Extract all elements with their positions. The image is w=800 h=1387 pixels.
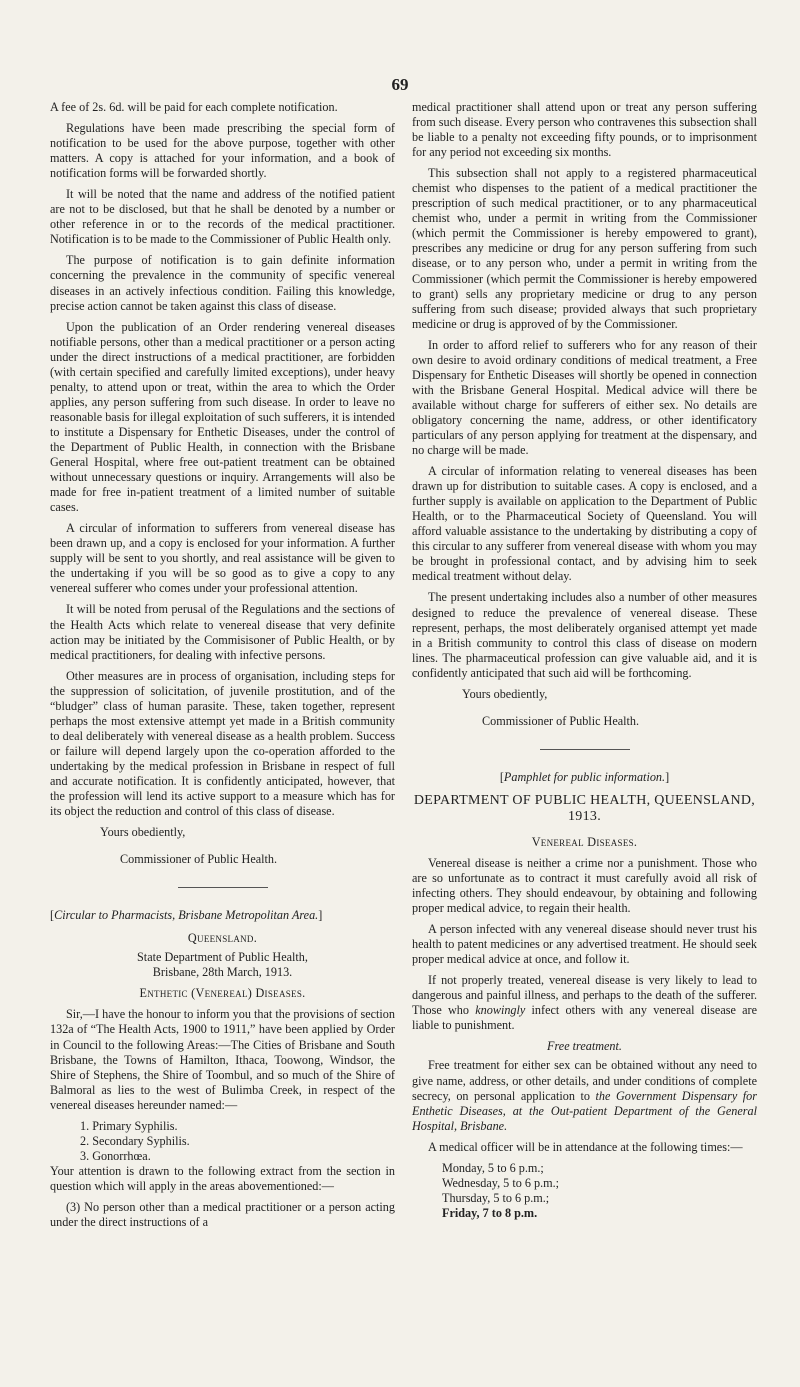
left-paragraph-3: It will be noted that the name and address of the notified patient are not to be disclosed, but that he shall be denoted by a number or other reference in or to the records of the medical practitioner. Notification is to be made to the Commissioner of Public Health only.: [50, 187, 395, 247]
attendance-time: Monday, 5 to 6 p.m.;: [442, 1160, 544, 1175]
attendance-time: Wednesday, 5 to 6 p.m.;: [442, 1175, 560, 1190]
left-paragraph-8: Other measures are in process of organisation, including steps for the suppression of solicitation, of juvenile prostitution, and of the “bludger” class of human parasite. These, taken together, represent perhaps the most extensive attempt yet made in a British community to deal deliberately with venereal disease as a health problem. Success or failure will depend largely upon the co-operation afforded to the undertaking by the medical profession in Brisbane in respect of full and accurate notification. It is confidently anticipated, however, that the profession will lend its active support to a measure which has for its object the reduction and control of this class of disease.: [50, 668, 395, 819]
right-paragraph-4: A circular of information relating to venereal diseases has been drawn up for distribution to suitable cases. A copy is enclosed, and a further supply is available on application to the Department of Public Health, or to the Pharmaceutical Society of Queensland. You will afford valuable assistance to the undertaking by distributing a copy of this circular to any sufferer from venereal disease with whom you may be brought in professional contact, and by advising him to seek medical treatment without delay.: [412, 464, 757, 584]
attendance-time: Thursday, 5 to 6 p.m.;: [442, 1190, 550, 1205]
right-column: [412, 100, 757, 1221]
caption-open-bracket: [: [499, 769, 504, 784]
caption-open-bracket: [: [50, 908, 55, 923]
free-treatment-heading: Free treatment.: [547, 1039, 622, 1054]
right-paragraph-10: A medical officer will be in attendance at the following times:—: [428, 1139, 743, 1154]
right-yours-obediently: Yours obediently,: [462, 686, 548, 701]
attention-paragraph: Your attention is drawn to the following extract from the section in question which will apply in the areas abovementioned:—: [50, 1163, 395, 1193]
page-number: 69: [391, 75, 409, 94]
left-paragraph-5: Upon the publication of an Order rendering venereal diseases notifiable persons, other than a medical practitioner or a person acting under the direct instructions of a medical practitioner, are forbidden (with certain specified and carefully limited exceptions), under heavy penalty, to attend upon or treat, within the area to which the Order applies, any person suffering from such disease. In order to leave no reasonable basis for illegal exploitation of such sufferers, it is intended to institute a Dispensary for Enthetic Diseases, under the control of the Department of Public Health, in connection with the Brisbane General Hospital, where free out-patient treatment can be obtained without unnecessary questions or inquiry. Arrangements will also be made for free in-patient treatment of a limited number of suitable cases.: [50, 319, 395, 515]
state-heading: Queensland.: [187, 931, 258, 946]
right-paragraph-9: [412, 1058, 757, 1133]
right-paragraph-1: medical practitioner shall attend upon or treat any person suffering from such disease. Every person who contravenes this subsection shall be liable to a penalty not exceeding fifty pounds, or to imprisonment for any period not exceeding six months.: [412, 100, 757, 160]
left-signature-title: Commissioner of Public Health.: [120, 852, 278, 867]
pamphlet-caption: [412, 770, 757, 785]
right-signature-title: Commissioner of Public Health.: [482, 713, 640, 728]
right-paragraph-6: Venereal disease is neither a crime nor a punishment. Those who are so unfortunate as to contract it must carefully avoid all risk of infecting others. They should endeavour, by obtaining and following proper medical advice, to regain their health.: [412, 855, 757, 916]
p8-text-a: If not properly treated, venereal disease is very likely to lead to dangerous and painful illness, and perhaps to the death of the sufferer. Those who: [412, 973, 757, 1018]
department-line: State Department of Public Health,: [137, 950, 308, 965]
diseases-heading: Enthetic (Venereal) Diseases.: [139, 986, 306, 1001]
section-divider: [540, 749, 630, 750]
caption-text: Pamphlet for public information.: [503, 769, 666, 784]
department-heading: DEPARTMENT OF PUBLIC HEALTH, QUEENSLAND, 1913.: [413, 792, 756, 824]
caption-text: Circular to Pharmacists, Brisbane Metropolitan Area.: [54, 908, 319, 923]
p9-emphasis: the Government Dispensary for Enthetic Diseases, at the Out-patient Department of the General Hospital, Brisbane.: [412, 1088, 758, 1133]
right-paragraph-2: This subsection shall not apply to a registered pharmaceutical chemist who dispenses to the patient of a medical practitioner the prescription of such medical practitioner, or to any pharmaceutical chemist who, under a permit in writing from the Commissioner (which permit the Commissioner is hereby empowered to grant), prescribes any medicine or drug for any person suffering from such disease, or to any person who, under a permit in writing from the Commissioner (which permit the Commissioner is hereby empowered to grant) sells any proprietary medicine or drug to any person suffering from such disease; provided always that such proprietary medicine or drug is approved of by the Commissioner.: [412, 166, 757, 331]
caption-close-bracket: ]: [665, 769, 670, 784]
left-paragraph-2: Regulations have been made prescribing the special form of notification to be used for the above purpose, together with other matters. A copy is attached for your information, and a book of notification forms will be forwarded shortly.: [50, 121, 395, 181]
p8-text-c: infect others with any venereal disease are liable to punishment.: [412, 1003, 757, 1033]
venereal-diseases-heading: Venereal Diseases.: [531, 834, 638, 849]
clause-3-start: (3) No person other than a medical practitioner or a person acting under the direct instructions of a: [50, 1200, 395, 1230]
left-paragraph-4: The purpose of notification is to gain definite information concerning the prevalence in the community of specific venereal diseases in an actively infectious condition. Failing this knowledge, precise action cannot be taken against this class of disease.: [50, 253, 395, 313]
p9-text-a: Free treatment for either sex can be obtained without any need to give name, address, or other details, and under conditions of complete secrecy, on personal application to: [412, 1058, 757, 1103]
left-yours-obediently: Yours obediently,: [100, 825, 186, 840]
p8-emphasis: knowingly: [475, 1003, 526, 1018]
left-paragraph-6: A circular of information to sufferers from venereal disease has been drawn up, and a copy is enclosed for your information. A further supply will be sent to you shortly, and real assistance will be given to the undertaking if you will be so good as to give a copy to any venereal sufferer who comes under your professional attention.: [50, 521, 395, 596]
circular-caption: [50, 908, 395, 923]
right-paragraph-8: [412, 973, 757, 1033]
disease-list-item: 2. Secondary Syphilis.: [80, 1133, 190, 1148]
right-paragraph-3: In order to afford relief to sufferers who for any reason of their own desire to avoid ordinary conditions of medical treatment, a Free Dispensary for Enthetic Diseases will shortly be opened in connection with the Brisbane General Hospital. Medical advice will there be available without charge for sufferers of either sex. No details are obligatory concerning the name, address, or other identificatory particulars of any person applying for treatment at the dispensary, and no charge will be made.: [412, 337, 757, 458]
place-date-line: Brisbane, 28th March, 1913.: [152, 965, 293, 980]
disease-list-item: 1. Primary Syphilis.: [80, 1118, 178, 1133]
disease-list-item: 3. Gonorrhœa.: [80, 1148, 151, 1163]
caption-close-bracket: ]: [318, 908, 323, 923]
left-column: [50, 100, 395, 1236]
section-divider: [178, 887, 268, 888]
left-paragraph-1: A fee of 2s. 6d. will be paid for each complete notification.: [50, 100, 338, 114]
left-paragraph-7: It will be noted from perusal of the Regulations and the sections of the Health Acts which relate to venereal disease that very definite action may be initiated by the Commisisoner of Public Health, or by medical practitioners, for dealing with infective persons.: [50, 602, 395, 662]
right-paragraph-5: The present undertaking includes also a number of other measures designed to reduce the prevalence of venereal disease. These represent, perhaps, the most deliberately organised attempt yet made in a British community to control this class of disease on modern lines. The pharmaceutical profession can give valuable aid, and it is confidently anticipated that such aid will be forthcoming.: [412, 590, 757, 680]
sir-paragraph: Sir,—I have the honour to inform you that the provisions of section 132a of “The Health Acts, 1900 to 1911,” have been applied by Order in Council to the following Areas:—The Cities of Brisbane and South Brisbane, the Towns of Hamilton, Ithaca, Toowong, Windsor, the Shire of Stephens, the Shire of Toombul, and so much of the Shire of Balmoral as lies to the west of Bulimba Creek, in respect of the venereal diseases hereunder named:—: [50, 1007, 395, 1112]
attendance-time: Friday, 7 to 8 p.m.: [442, 1205, 538, 1220]
right-paragraph-7: A person infected with any venereal disease should never trust his health to patent medicines or any advertised treatment. He should seek proper medical advice at once, and follow it.: [412, 922, 757, 967]
